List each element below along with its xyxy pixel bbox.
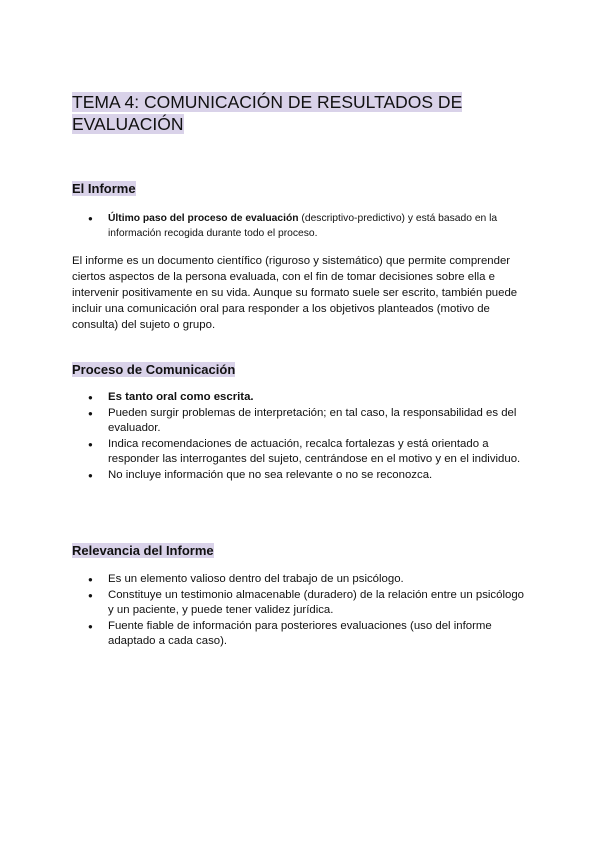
title-line-2: EVALUACIÓN [72,114,184,134]
list-item: ● No incluye información que no sea relevante o no se reconozca. [72,468,532,484]
informe-bullet-bold: Último paso del proceso de evaluación [108,213,299,224]
relevancia-bullet-list [72,572,532,650]
list-item [72,211,532,241]
informe-paragraph: El informe es un documento científico (riguroso y sistemático) que permite comprender ciertos aspectos de la persona evaluada, con el fin de tomar decisiones sobre ella e intervenir positivamente en su vida. Aunque su formato suele ser escrito, también puede incluir una comunicación oral para responder a los objetivos planteados (motivo de consulta) del sujeto o grupo. [72,255,518,331]
document-title [72,91,532,135]
list-item: ● Pueden surgir problemas de interpretación; en tal caso, la responsabilidad es del evaluador. [72,406,532,437]
proceso-bullet-list [72,390,532,484]
list-item: ● Es un elemento valioso dentro del trabajo de un psicólogo. [72,572,532,588]
informe-bullet-rest: (descriptivo-predictivo) y está basado en la información recogida durante todo el proceso. [108,213,498,239]
list-item: ● Fuente fiable de información para posteriores evaluaciones (uso del informe adaptado a cada caso). [72,619,532,650]
list-item: ● Es tanto oral como escrita. [72,390,532,406]
list-item: ● Constituye un testimonio almacenable (duradero) de la relación entre un psicólogo y un paciente, y puede tener validez jurídica. [72,588,532,619]
title-line-1: TEMA 4: COMUNICACIÓN DE RESULTADOS DE [72,92,463,112]
list-item: ● Indica recomendaciones de actuación, recalca fortalezas y está orientado a responder las interrogantes del sujeto, centrándose en el motivo y en el individuo. [72,437,532,468]
informe-bullet-list [72,211,532,241]
heading-el-informe: El Informe [72,181,136,196]
heading-relevancia-informe: Relevancia del Informe [72,543,214,558]
heading-proceso-comunicacion: Proceso de Comunicación [72,362,236,377]
